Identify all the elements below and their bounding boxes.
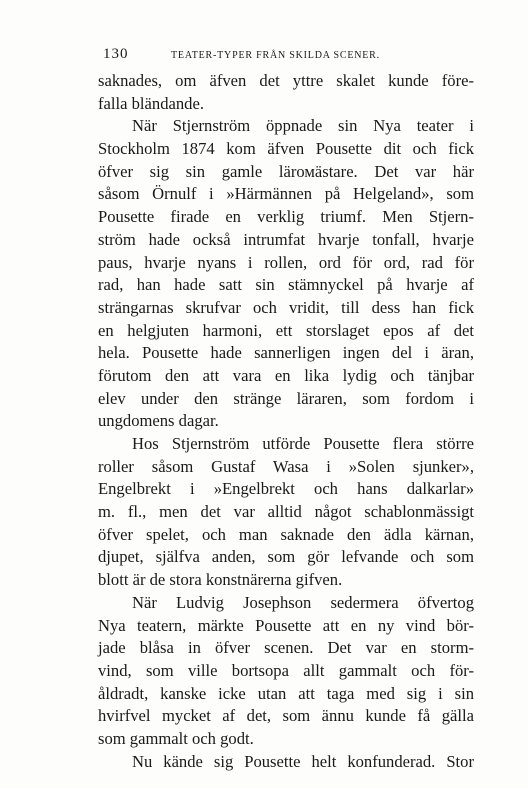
text-line: förutom den att vara en lika lydig och tänjbar — [98, 365, 474, 385]
text-line: Engelbrekt i »Engelbrekt och hans dalkarlar» — [98, 479, 474, 499]
text-line: falla bländande. — [98, 93, 204, 113]
text-line: rad, han hade satt sin stämnyckel på hvarje af — [98, 275, 474, 295]
text-line: elev under den stränge läraren, som fordom i — [98, 388, 474, 408]
text-line: När Stjernström öppnade sin Nya teater i — [132, 116, 474, 136]
text-line: vind, som ville bortsopa allt gammalt och för- — [98, 660, 474, 680]
text-line: Nya teatern, märkte Pousette att en ny vind bör- — [98, 615, 474, 635]
text-line: öfver spelet, och man saknade den ädla kärnan, — [98, 524, 474, 544]
text-line: blott är de stora konstnärerna gifven. — [98, 570, 343, 590]
running-title: TEATER-TYPER FRÅN SKILDA SCENER. — [171, 50, 380, 61]
text-line: hela. Pousette hade sannerligen ingen del i äran, — [98, 343, 474, 363]
text-line: Pousette firade en verklig triumf. Men Stjern- — [98, 207, 474, 227]
text-line: en helgjuten harmoni, ett storslaget epos af det — [98, 320, 474, 340]
text-line: Hos Stjernström utförde Pousette flera större — [132, 434, 474, 453]
text-line: När Ludvig Josephson sedermera öfvertog — [132, 592, 474, 612]
text-line: m. fl., men det var alltid något schablonmässigt — [98, 502, 474, 522]
text-line: ungdomens dagar. — [98, 411, 219, 431]
body-text — [98, 70, 474, 773]
text-line: som gammalt och godt. — [98, 728, 254, 748]
text-line: saknades, om äfven det yttre skalet kunde före- — [98, 71, 474, 90]
text-line: paus, hvarje nyans i rollen, ord för ord, rad för — [98, 252, 474, 272]
text-line: åldradt, kanske icke utan att taga med sig i sin — [98, 683, 474, 703]
text-line: såsom Örnulf i »Härmännen på Helgeland», som — [98, 184, 474, 204]
text-line: ström hade också intrumfat hvarje tonfall, hvarje — [98, 229, 474, 249]
text-line: djupet, själfva anden, som gör lefvande och som — [98, 547, 474, 567]
running-head — [103, 46, 433, 66]
text-line: strängarnas skrufvar och vridit, till dess han fick — [98, 297, 474, 317]
page-number: 130 — [103, 46, 129, 62]
text-line: Stockholm 1874 kom äfven Pousette dit och fick — [98, 139, 474, 159]
text-line: roller såsom Gustaf Wasa i »Solen sjunker», — [98, 456, 474, 476]
text-line: öfver sig sin gamle lärомästare. Det var här — [98, 161, 474, 181]
text-line: Nu kände sig Pousette helt konfunderad. Stor — [132, 751, 474, 771]
text-line: hvirfvel mycket af det, som ännu kunde få gälla — [98, 706, 474, 726]
text-line: jade blåsa in öfver scenen. Det var en storm- — [98, 638, 474, 658]
